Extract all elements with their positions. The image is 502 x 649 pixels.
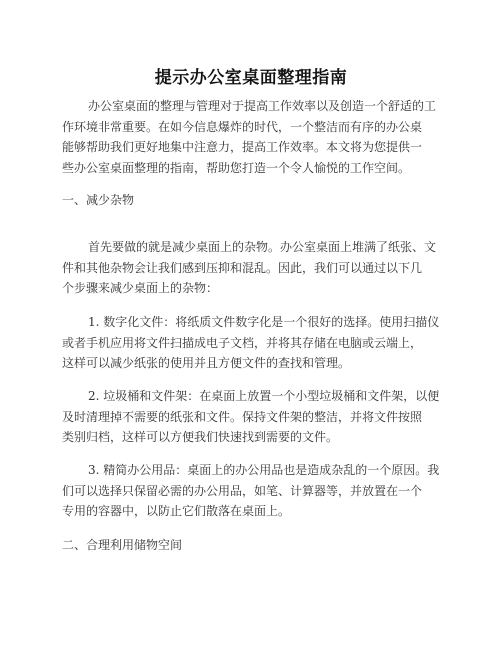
section-heading-text: 二、合理利用储物空间 [62,538,183,552]
list-item-line: 类别归档，这样可以方便我们快速找到需要的文件。 [62,430,339,444]
list-item-2 [62,386,440,448]
list-item-line: 或者手机应用将文件扫描成电子文档，并将其存储在电脑或云端上， [62,335,423,350]
list-item-line: 这样可以减少纸张的使用并且方便文件的查找和管理。 [62,356,351,370]
intro-paragraph [62,96,437,178]
intro-line: 办公室桌面的整理与管理对于提高工作效率以及创造一个舒适的工 [88,99,437,113]
section1-paragraph [62,237,437,299]
list-item-line: 3. 精简办公用品：桌面上的办公用品也是造成杂乱的一个原因。我 [88,463,440,477]
intro-line: 些办公室桌面整理的指南，帮助您打造一个令人愉悦的工作空间。 [62,160,411,175]
section-heading-1 [62,190,434,211]
section-heading-text: 一、减少杂物 [62,193,135,207]
list-item-line: 们可以选择只保留必需的办公用品，如笔、计算器等，并放置在一个 [62,483,423,498]
list-item-line: 2. 垃圾桶和文件架：在桌面上放置一个小型垃圾桶和文件架，以便 [88,389,440,403]
intro-line: 能够帮助我们更好地集中注意力，提高工作效率。本文将为您提供一 [62,140,423,154]
intro-line: 作环境非常重要。在如今信息爆炸的时代，一个整洁而有序的办公桌 [62,119,423,134]
list-item-line: 1. 数字化文件：将纸质文件数字化是一个很好的选择。使用扫描仪 [88,315,440,329]
list-item-1 [62,312,440,374]
document-title: 提示办公室桌面整理指南 [154,68,348,88]
section1-line: 件和其他杂物会让我们感到压抑和混乱。因此，我们可以通过以下几 [62,260,423,275]
section1-line: 首先要做的就是减少桌面上的杂物。办公室桌面上堆满了纸张、文 [88,240,437,254]
list-item-line: 专用的容器中，以防止它们散落在桌面上。 [62,504,291,518]
list-item-line: 及时清理掉不需要的纸张和文件。保持文件架的整洁，并将文件按照 [62,409,423,424]
list-item-3 [62,460,440,522]
section-heading-2 [62,535,434,556]
section1-line: 个步骤来减少桌面上的杂物： [62,281,219,295]
